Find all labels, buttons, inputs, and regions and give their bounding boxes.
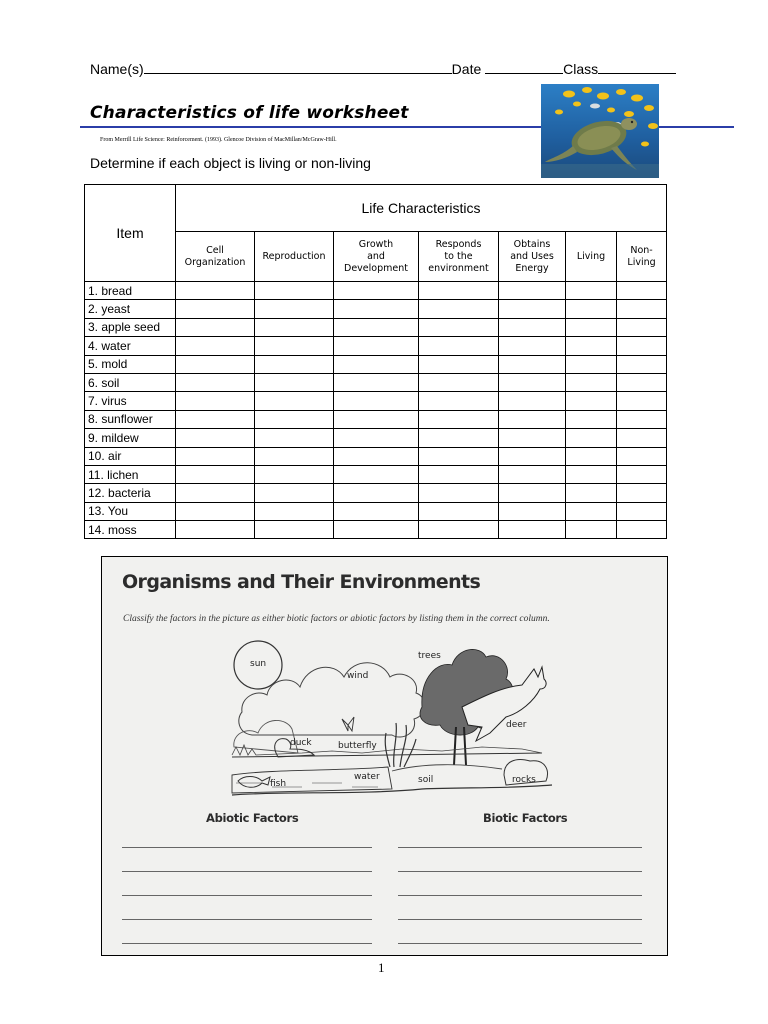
column-header <box>334 232 419 282</box>
item-name: 12. bacteria <box>85 484 176 502</box>
sea-turtle-photo <box>541 84 659 178</box>
answer-cell[interactable] <box>566 521 617 539</box>
column-header-line: Organization <box>184 256 246 268</box>
answer-cell[interactable] <box>176 447 255 465</box>
item-name: 11. lichen <box>85 465 176 483</box>
answer-cell[interactable] <box>176 337 255 355</box>
life-characteristics-table <box>84 184 667 539</box>
answer-cell[interactable] <box>334 318 419 336</box>
worksheet-instructions: Determine if each object is living or non-living <box>90 155 371 171</box>
answer-cell[interactable] <box>255 318 334 336</box>
answer-cell[interactable] <box>419 521 499 539</box>
answer-cell[interactable] <box>419 373 499 391</box>
answer-cell[interactable] <box>176 410 255 428</box>
answer-cell[interactable] <box>255 300 334 318</box>
column-header <box>566 232 617 282</box>
answer-cell[interactable] <box>334 392 419 410</box>
organisms-environments-scan <box>101 556 668 956</box>
column-header-line: Responds <box>435 238 482 250</box>
answer-cell[interactable] <box>566 447 617 465</box>
answer-cell[interactable] <box>499 484 566 502</box>
table-row <box>85 502 667 520</box>
item-name: 9. mildew <box>85 429 176 447</box>
class-label: Class <box>563 61 599 77</box>
answer-cell[interactable] <box>334 465 419 483</box>
table-row <box>85 300 667 318</box>
answer-cell[interactable] <box>499 392 566 410</box>
label-wind: wind <box>347 671 369 681</box>
answer-cell[interactable] <box>255 282 334 300</box>
answer-cell[interactable] <box>499 465 566 483</box>
answer-cell[interactable] <box>419 282 499 300</box>
table-row <box>85 484 667 502</box>
answer-cell[interactable] <box>566 410 617 428</box>
table-row <box>85 337 667 355</box>
label-trees: trees <box>418 651 441 661</box>
answer-cell[interactable] <box>617 392 667 410</box>
scan-title: Organisms and Their Environments <box>122 571 481 593</box>
label-deer: deer <box>506 720 527 730</box>
answer-cell[interactable] <box>499 410 566 428</box>
answer-cell[interactable] <box>419 392 499 410</box>
answer-cell[interactable] <box>617 429 667 447</box>
label-duck: duck <box>290 738 312 748</box>
scan-instructions: Classify the factors in the picture as either biotic factors or abiotic factors by listing them in the correct column. <box>123 614 550 624</box>
column-header-line: Non- <box>630 244 653 256</box>
column-header-line: to the <box>444 250 473 262</box>
answer-cell[interactable] <box>566 373 617 391</box>
answer-line[interactable] <box>398 847 642 848</box>
label-sun: sun <box>250 659 267 669</box>
item-rows <box>85 282 667 539</box>
table-row <box>85 355 667 373</box>
answer-cell[interactable] <box>419 502 499 520</box>
answer-cell[interactable] <box>566 337 617 355</box>
answer-cell[interactable] <box>617 484 667 502</box>
answer-line[interactable] <box>122 847 372 848</box>
answer-cell[interactable] <box>617 502 667 520</box>
item-name: 7. virus <box>85 392 176 410</box>
answer-cell[interactable] <box>499 429 566 447</box>
answer-cell[interactable] <box>255 337 334 355</box>
answer-cell[interactable] <box>566 282 617 300</box>
answer-cell[interactable] <box>419 447 499 465</box>
bush-drawing <box>239 663 425 737</box>
answer-cell[interactable] <box>617 300 667 318</box>
item-name: 10. air <box>85 447 176 465</box>
answer-cell[interactable] <box>176 465 255 483</box>
answer-cell[interactable] <box>255 355 334 373</box>
column-header-line: Living <box>627 256 656 268</box>
abiotic-header: Abiotic Factors <box>206 811 299 825</box>
answer-cell[interactable] <box>617 318 667 336</box>
answer-cell[interactable] <box>566 502 617 520</box>
answer-cell[interactable] <box>617 465 667 483</box>
answer-cell[interactable] <box>499 447 566 465</box>
answer-line[interactable] <box>398 919 642 920</box>
answer-cell[interactable] <box>176 300 255 318</box>
answer-cell[interactable] <box>334 410 419 428</box>
source-citation: From Merrill Life Science: Reinforcement. (1993). Glencoe Division of MacMillan/McGraw-Hill. <box>100 137 337 143</box>
answer-cell[interactable] <box>419 300 499 318</box>
item-name: 4. water <box>85 337 176 355</box>
answer-cell[interactable] <box>255 392 334 410</box>
page-number: 1 <box>378 960 385 975</box>
label-rocks: rocks <box>512 775 536 785</box>
answer-cell[interactable] <box>334 300 419 318</box>
answer-cell[interactable] <box>176 355 255 373</box>
item-name: 3. apple seed <box>85 318 176 336</box>
answer-cell[interactable] <box>334 429 419 447</box>
answer-cell[interactable] <box>255 429 334 447</box>
item-name: 2. yeast <box>85 300 176 318</box>
table-row <box>85 447 667 465</box>
answer-cell[interactable] <box>617 521 667 539</box>
answer-cell[interactable] <box>176 502 255 520</box>
answer-cell[interactable] <box>499 282 566 300</box>
item-header: Item <box>85 185 176 282</box>
answer-cell[interactable] <box>334 337 419 355</box>
column-header <box>255 232 334 282</box>
column-header-line: and <box>367 250 385 262</box>
answer-cell[interactable] <box>255 410 334 428</box>
butterfly-drawing <box>342 717 354 731</box>
answer-cell[interactable] <box>419 429 499 447</box>
answer-cell[interactable] <box>566 392 617 410</box>
worksheet-title: Characteristics of life worksheet <box>90 103 409 123</box>
item-name: 13. You <box>85 502 176 520</box>
answer-cell[interactable] <box>419 484 499 502</box>
answer-line[interactable] <box>398 871 642 872</box>
answer-cell[interactable] <box>419 337 499 355</box>
answer-cell[interactable] <box>499 318 566 336</box>
class-blank[interactable] <box>598 60 676 74</box>
answer-cell[interactable] <box>334 373 419 391</box>
date-blank[interactable] <box>485 60 563 74</box>
answer-cell[interactable] <box>334 521 419 539</box>
answer-cell[interactable] <box>176 373 255 391</box>
label-water: water <box>354 772 380 782</box>
answer-cell[interactable] <box>499 300 566 318</box>
item-name: 5. mold <box>85 355 176 373</box>
column-header-line: and Uses <box>510 250 554 262</box>
answer-cell[interactable] <box>334 484 419 502</box>
column-header <box>176 232 255 282</box>
answer-cell[interactable] <box>176 484 255 502</box>
answer-cell[interactable] <box>334 355 419 373</box>
column-header-line: Growth <box>358 238 394 250</box>
answer-cell[interactable] <box>566 300 617 318</box>
column-header-line: Reproduction <box>262 250 326 262</box>
header-fields <box>90 60 680 80</box>
answer-cell[interactable] <box>499 521 566 539</box>
answer-cell[interactable] <box>176 521 255 539</box>
answer-cell[interactable] <box>566 484 617 502</box>
answer-cell[interactable] <box>499 502 566 520</box>
table-row <box>85 373 667 391</box>
answer-cell[interactable] <box>617 355 667 373</box>
column-header <box>617 232 667 282</box>
answer-cell[interactable] <box>617 337 667 355</box>
answer-cell[interactable] <box>499 373 566 391</box>
answer-cell[interactable] <box>334 502 419 520</box>
names-label: Name(s) <box>90 61 144 77</box>
item-name: 8. sunflower <box>85 410 176 428</box>
answer-cell[interactable] <box>617 447 667 465</box>
table-row <box>85 410 667 428</box>
item-name: 1. bread <box>85 282 176 300</box>
column-header-line: environment <box>428 262 489 274</box>
answer-cell[interactable] <box>617 410 667 428</box>
column-header-line: Energy <box>515 262 549 274</box>
answer-cell[interactable] <box>566 465 617 483</box>
answer-line[interactable] <box>122 895 372 896</box>
answer-cell[interactable] <box>255 484 334 502</box>
answer-cell[interactable] <box>499 355 566 373</box>
answer-cell[interactable] <box>255 465 334 483</box>
answer-cell[interactable] <box>255 447 334 465</box>
label-soil: soil <box>418 775 434 785</box>
answer-cell[interactable] <box>255 521 334 539</box>
life-characteristics-header: Life Characteristics <box>176 185 667 232</box>
table-row <box>85 392 667 410</box>
answer-line[interactable] <box>122 919 372 920</box>
answer-cell[interactable] <box>566 429 617 447</box>
answer-cell[interactable] <box>176 392 255 410</box>
answer-line[interactable] <box>398 895 642 896</box>
answer-cell[interactable] <box>176 318 255 336</box>
answer-cell[interactable] <box>419 465 499 483</box>
answer-cell[interactable] <box>566 355 617 373</box>
column-header <box>419 232 499 282</box>
biotic-header: Biotic Factors <box>483 811 568 825</box>
answer-cell[interactable] <box>566 318 617 336</box>
column-header-line: Development <box>344 262 408 274</box>
column-header-line: Living <box>576 250 606 262</box>
answer-cell[interactable] <box>419 410 499 428</box>
column-header-line: Cell <box>206 244 224 256</box>
table-row <box>85 465 667 483</box>
answer-line[interactable] <box>122 871 372 872</box>
answer-cell[interactable] <box>617 373 667 391</box>
answer-cell[interactable] <box>334 447 419 465</box>
answer-cell[interactable] <box>255 502 334 520</box>
reeds-drawing <box>385 723 416 767</box>
item-name: 6. soil <box>85 373 176 391</box>
date-label: Date <box>451 61 482 77</box>
answer-cell[interactable] <box>176 282 255 300</box>
item-name: 14. moss <box>85 521 176 539</box>
answer-cell[interactable] <box>419 318 499 336</box>
answer-cell[interactable] <box>499 337 566 355</box>
table-row <box>85 282 667 300</box>
biotic-answer-lines <box>398 847 642 956</box>
column-header <box>499 232 566 282</box>
answer-cell[interactable] <box>255 373 334 391</box>
answer-line[interactable] <box>398 943 642 944</box>
answer-cell[interactable] <box>419 355 499 373</box>
table-row <box>85 318 667 336</box>
answer-line[interactable] <box>122 943 372 944</box>
answer-cell[interactable] <box>617 282 667 300</box>
label-fish: fish <box>270 779 287 789</box>
answer-cell[interactable] <box>176 429 255 447</box>
answer-cell[interactable] <box>334 282 419 300</box>
abiotic-answer-lines <box>122 847 372 956</box>
table-row <box>85 521 667 539</box>
names-blank[interactable] <box>144 60 452 74</box>
table-row <box>85 429 667 447</box>
label-butterfly: butterfly <box>338 741 377 751</box>
column-header-line: Obtains <box>513 238 551 250</box>
